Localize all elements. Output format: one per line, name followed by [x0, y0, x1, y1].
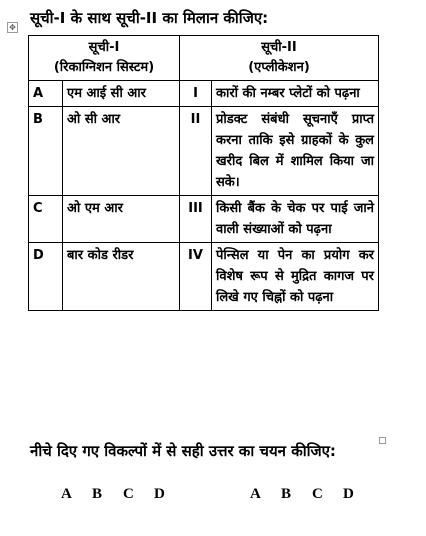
option-letter: B — [281, 486, 292, 502]
row-key: C — [29, 196, 63, 243]
table-row — [29, 243, 379, 311]
option-letter: C — [123, 486, 134, 502]
list2-header — [180, 36, 379, 81]
list1-title: सूची-I — [88, 40, 120, 55]
row-key: B — [29, 107, 63, 196]
table-header-row — [29, 36, 379, 81]
question-text: सूची-I के साथ सूची-II का मिलान कीजिए: — [30, 9, 269, 27]
list2-subtitle: (एप्लीकेशन) — [248, 60, 310, 75]
row-application: कारों की नम्बर प्लेटों को पढ़ना — [212, 81, 379, 107]
row-application: किसी बैंक के चेक पर पाई जाने वाली संख्याओं को पढ़ना — [212, 196, 379, 243]
option-letter: B — [92, 486, 103, 502]
row-num: II — [180, 107, 212, 196]
row-application: पेन्सिल या पेन का प्रयोग कर विशेष रूप से मुद्रित कागज पर लिखे गए चिह्नों को पढ़ना — [212, 243, 379, 311]
list1-subtitle: (रिकाग्निशन सिस्टम) — [53, 60, 155, 75]
option-letter: D — [343, 486, 354, 502]
options-header-right — [250, 486, 374, 503]
option-letter: C — [312, 486, 323, 502]
list1-header — [29, 36, 180, 81]
table-row — [29, 81, 379, 107]
list2-title: सूची-II — [261, 40, 297, 55]
row-key: A — [29, 81, 63, 107]
row-num: IV — [180, 243, 212, 311]
option-letter: A — [250, 486, 261, 502]
row-num: I — [180, 81, 212, 107]
row-item: ओ एम आर — [63, 196, 180, 243]
row-item: बार कोड रीडर — [63, 243, 180, 311]
matching-table — [28, 35, 379, 311]
row-application: प्रोडक्ट संबंधी सूचनाएँ प्राप्त करना ताकि इसे ग्राहकों के कुल खरीद बिल में शामिल किया जा सके। — [212, 107, 379, 196]
row-item: ओ सी आर — [63, 107, 180, 196]
table-row — [29, 107, 379, 196]
option-letter: D — [154, 486, 165, 502]
options-header-left — [61, 486, 185, 503]
row-num: III — [180, 196, 212, 243]
table-row — [29, 196, 379, 243]
row-item: एम आई सी आर — [63, 81, 180, 107]
instruction-text: नीचे दिए गए विकल्पों में से सही उत्तर का चयन कीजिए: — [30, 442, 336, 460]
table-move-handle-icon[interactable]: ✥ — [7, 22, 18, 33]
row-key: D — [29, 243, 63, 311]
option-letter: A — [61, 486, 72, 502]
